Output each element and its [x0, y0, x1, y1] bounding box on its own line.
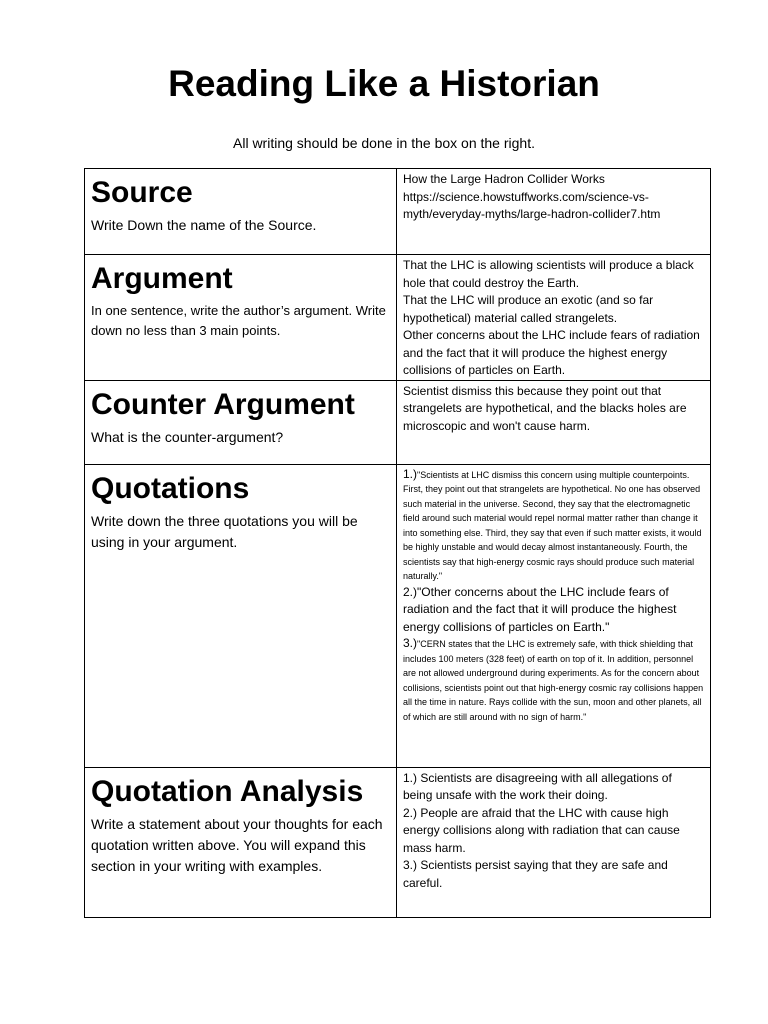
argument-response	[403, 257, 704, 380]
quotations-response-cell[interactable]	[397, 464, 711, 767]
argument-response-cell[interactable]	[397, 255, 711, 381]
counter-label-cell	[85, 380, 397, 464]
quotation-1-number: 1.)	[403, 466, 418, 481]
source-row	[85, 169, 711, 255]
analysis-prompt: Write a statement about your thoughts for each quotation written above. You will expand this section in your writing with examples.	[91, 815, 383, 874]
quotation-1-text: "Scientists at LHC dismiss this concern using multiple counterpoints. First, they point out that strangelets are hypothetical. No one has observed such material in the universe. Second, they say that the electromagnetic field around such material would repel normal matter rather than change it into something else. Third, they say that even if such matter exists, it would be highly unstable and would decay almost instantaneously. Fourth, the scientists say that high-energy cosmic rays should produce such material naturally."	[403, 469, 702, 581]
worksheet-table	[84, 168, 711, 918]
quotation-3	[403, 636, 704, 724]
quotation-3-number: 3.)	[403, 636, 418, 650]
argument-label-cell	[85, 255, 397, 381]
source-label-cell	[85, 169, 397, 255]
quotation-2-number: 2.)	[403, 584, 418, 599]
quotations-label-cell	[85, 464, 397, 767]
argument-point-1: That the LHC is allowing scientists will produce a black hole that could destroy the Earth.	[403, 258, 694, 290]
source-response-cell[interactable]	[397, 169, 711, 255]
quotation-1	[403, 467, 704, 584]
analysis-item-2: 2.) People are afraid that the LHC with cause high energy collisions along with radiation that can cause mass harm.	[403, 805, 680, 855]
analysis-item-1: 1.) Scientists are disagreeing with all allegations of being unsafe with the work their doing.	[403, 770, 672, 802]
argument-row	[85, 255, 711, 381]
argument-point-2: That the LHC will produce an exotic (and so far hypothetical) material called strangelets.	[403, 293, 654, 325]
source-url-line: https://science.howstuffworks.com/science-vs-myth/everyday-myths/large-hadron-collider7.htm	[403, 189, 661, 221]
analysis-heading: Quotation Analysis	[91, 774, 364, 808]
analysis-label-cell	[85, 767, 397, 917]
counter-response-cell[interactable]	[397, 380, 711, 464]
quotation-2	[403, 584, 704, 637]
source-response	[403, 171, 704, 224]
counter-prompt: What is the counter-argument?	[91, 428, 284, 445]
counter-heading: Counter Argument	[91, 387, 355, 421]
quotations-heading: Quotations	[91, 471, 250, 505]
analysis-response	[403, 770, 704, 893]
analysis-response-cell[interactable]	[397, 767, 711, 917]
counter-row	[85, 380, 711, 464]
quotation-2-text: "Other concerns about the LHC include fears of radiation and the fact that it will produce the highest energy collisions of particles on Earth."	[403, 584, 677, 634]
source-title-line: How the Large Hadron Collider Works	[403, 172, 605, 186]
argument-prompt: In one sentence, write the author’s argument. Write down no less than 3 main points.	[91, 303, 386, 338]
source-heading: Source	[91, 176, 193, 209]
page-title: Reading Like a Historian	[168, 63, 600, 104]
source-prompt: Write Down the name of the Source.	[91, 217, 317, 233]
quotations-prompt: Write down the three quotations you will be using in your argument.	[91, 512, 358, 550]
analysis-row	[85, 767, 711, 917]
counter-response: Scientist dismiss this because they point out that strangelets are hypothetical, and the blacks holes are microscopic and won't cause harm.	[403, 383, 687, 433]
quotation-3-text: "CERN states that the LHC is extremely safe, with thick shielding that includes 100 meters (328 feet) of earth on top of it. In addition, personnel are not allowed underground during experiments. As for the concern about collisions, scientists point out that high-energy cosmic ray collisions happen all the time in nature. Rays collide with the sun, moon and other planets, all of which are still around with no sign of harm."	[403, 639, 704, 722]
analysis-item-3: 3.) Scientists persist saying that they are safe and careful.	[403, 858, 668, 890]
instruction-text: All writing should be done in the box on the right.	[233, 135, 535, 151]
argument-heading: Argument	[91, 262, 233, 295]
argument-point-3: Other concerns about the LHC include fears of radiation and the fact that it will produce the highest energy collisions of particles on Earth.	[403, 328, 700, 377]
quotations-row	[85, 464, 711, 767]
